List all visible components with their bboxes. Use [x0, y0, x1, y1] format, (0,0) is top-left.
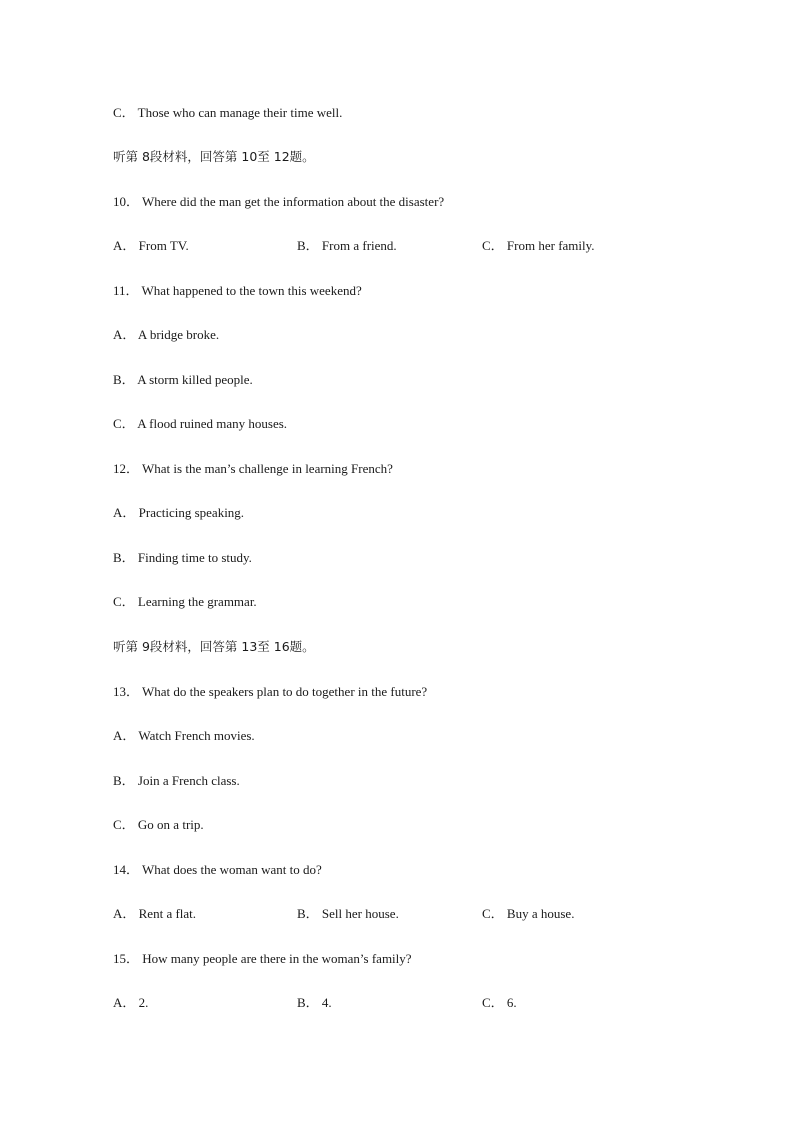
section-instruction: 听第 8段材料，回答第 10至 12题。 [113, 149, 315, 164]
option-b: B． A storm killed people. [113, 372, 253, 387]
option-c: C． Buy a house. [482, 906, 575, 921]
option-b: B． Finding time to study. [113, 550, 252, 565]
option-a: A． A bridge broke. [113, 327, 220, 342]
question-14: 14． What does the woman want to do? [113, 862, 322, 877]
option-text: C． Those who can manage their time well. [113, 105, 343, 120]
option-c: C． Learning the grammar. [113, 594, 257, 609]
option-a: A． Watch French movies. [113, 728, 255, 743]
option-c: C． A flood ruined many houses. [113, 416, 288, 431]
question-13: 13． What do the speakers plan to do together in the future? [113, 684, 428, 699]
question-11: 11． What happened to the town this weekend? [113, 283, 362, 298]
option-a: A． Rent a flat. [113, 906, 197, 921]
option-a: A． From TV. [113, 238, 189, 253]
option-b: B． Sell her house. [297, 906, 399, 921]
option-b: B． 4. [297, 995, 332, 1010]
option-b: B． Join a French class. [113, 773, 240, 788]
question-10: 10． Where did the man get the information about the disaster? [113, 194, 445, 209]
option-a: A． Practicing speaking. [113, 505, 245, 520]
section-instruction: 听第 9段材料，回答第 13至 16题。 [113, 639, 315, 654]
option-a: A． 2. [113, 995, 149, 1010]
question-15: 15． How many people are there in the woman’s family? [113, 951, 412, 966]
option-c: C． 6. [482, 995, 517, 1010]
question-12: 12． What is the man’s challenge in learning French? [113, 461, 393, 476]
option-c: C． Go on a trip. [113, 817, 204, 832]
option-c: C． From her family. [482, 238, 595, 253]
option-b: B． From a friend. [297, 238, 397, 253]
